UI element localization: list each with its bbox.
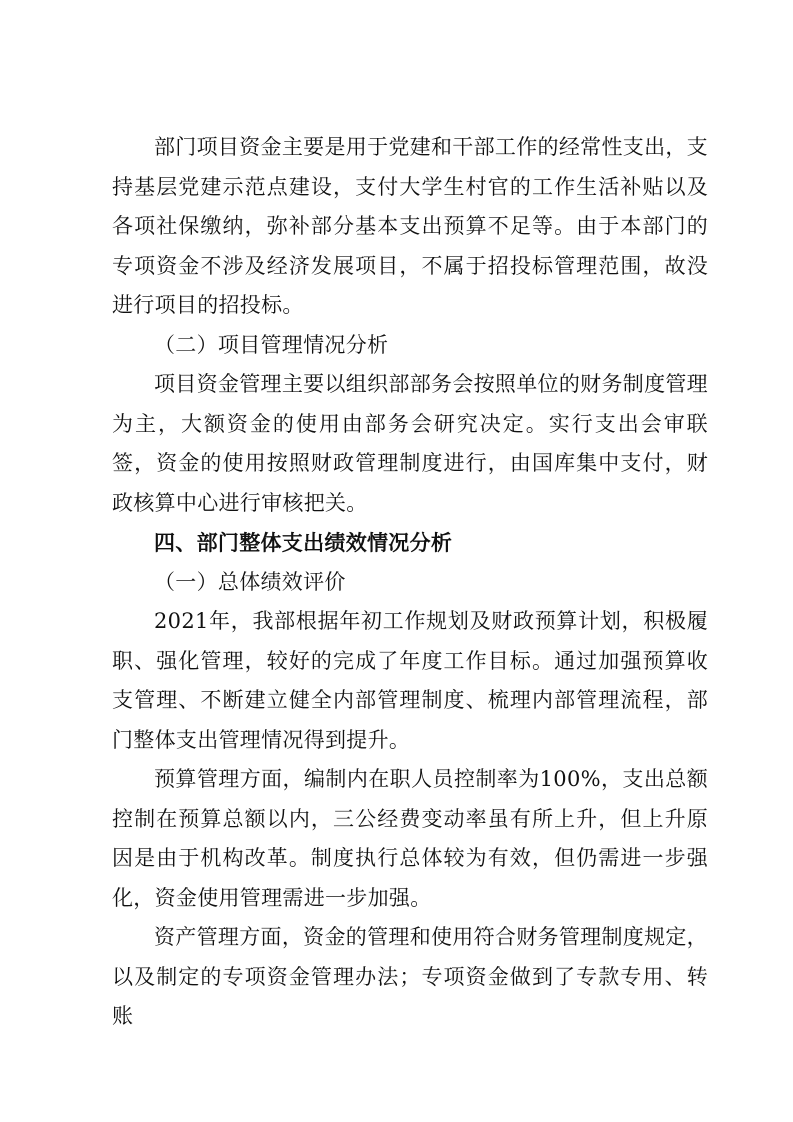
paragraph-annual-summary: 2021年，我部根据年初工作规划及财政预算计划，积极履职、强化管理，较好的完成了年度工作目标。通过加强预算收支管理、不断建立健全内部管理制度、梳理内部管理流程，部门整体支出管理情况得到提升。: [112, 609, 708, 752]
paragraph-project-funds: 部门项目资金主要是用于党建和干部工作的经常性支出，支持基层党建示范点建设，支付大学生村官的工作生活补贴以及各项社保缴纳，弥补部分基本支出预算不足等。由于本部门的专项资金不涉及经济发展项目，不属于招投标管理范围，故没进行项目的招投标。: [112, 135, 708, 317]
paragraph-budget-management: 预算管理方面，编制内在职人员控制率为100%，支出总额控制在预算总额以内，三公经费变动率虽有所上升，但上升原因是由于机构改革。制度执行总体较为有效，但仍需进一步强化，资金使用管理需进一步加强。: [112, 767, 708, 910]
subheading-project-management: （二）项目管理情况分析: [154, 332, 389, 357]
paragraph-fund-management: 项目资金管理主要以组织部部务会按照单位的财务制度管理为主，大额资金的使用由部务会研究决定。实行支出会审联签，资金的使用按照财政管理制度进行，由国库集中支付，财政核算中心进行审核把关。: [112, 372, 708, 515]
subheading-overall-evaluation: （一）总体绩效评价: [154, 569, 346, 594]
document-body: [112, 128, 708, 1037]
section-heading-overall-performance: 四、部门整体支出绩效情况分析: [154, 530, 453, 555]
paragraph-asset-management: 资产管理方面，资金的管理和使用符合财务管理制度规定，以及制定的专项资金管理办法；专项资金做到了专款专用、转账: [112, 925, 708, 1028]
